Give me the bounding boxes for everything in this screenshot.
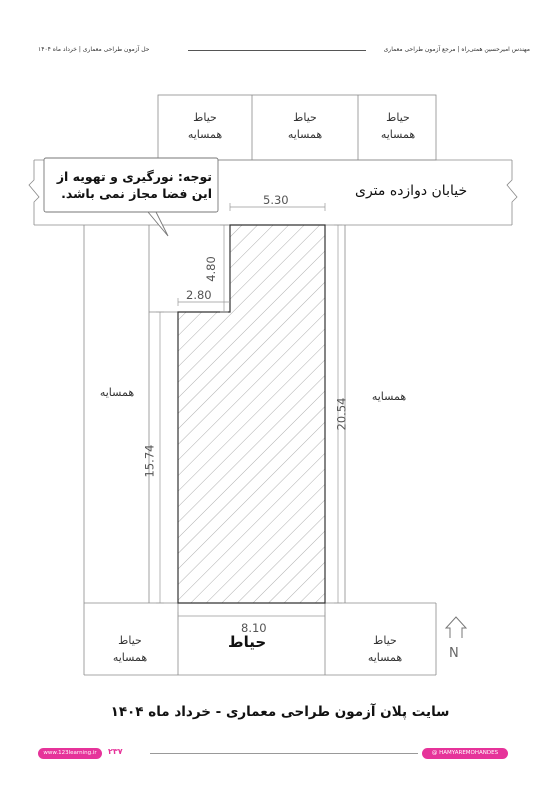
neighbor-side-label: همسایه (371, 390, 407, 403)
dimension-notch-width: 2.80 (186, 288, 212, 302)
street-label: خیابان دوازده متری (355, 183, 468, 199)
header-book-title: مهندس امیرحسین همتی‌راه | مرجع آزمون طراحی معماری (383, 46, 530, 53)
neighbor-side-label: همسایه (99, 386, 135, 399)
neighbor-yard-label: حیاط همسایه (187, 111, 223, 141)
dimension-left-length: 15.74 (142, 444, 157, 478)
building-plot (178, 225, 325, 603)
neighbor-yard-label: حیاط همسایه (380, 111, 416, 141)
dimension-notch-depth: 4.80 (203, 256, 218, 282)
header-chapter-title: حل آزمون طراحی معماری | خرداد ماه ۱۴۰۴ (38, 46, 150, 53)
figure-caption: سایت پلان آزمون طراحی معماری - خرداد ماه ۱۴۰۴ (110, 704, 450, 720)
website-link[interactable]: www.123learning.ir (38, 748, 102, 759)
dimension-top-width: 5.30 (263, 193, 289, 207)
page-number: ۲۳۷ (108, 747, 123, 756)
neighbor-yard-label: حیاط همسایه (367, 634, 403, 664)
neighbor-yard-label: حیاط همسایه (287, 111, 323, 141)
footer-rule (150, 753, 418, 754)
social-handle-link[interactable]: @ HAMYAREMOHANDES (422, 748, 508, 759)
north-arrow (446, 617, 466, 638)
neighbor-yard-label: حیاط همسایه (112, 634, 148, 664)
dimension-bottom-width: 8.10 (241, 621, 267, 635)
dimension-right-length: 20.54 (334, 397, 349, 431)
north-label: N (449, 646, 459, 661)
note-text: توجه: نورگیری و تهویه از این فضا مجاز نمی باشد. (56, 169, 212, 201)
yard-label: حیاط (228, 633, 267, 651)
